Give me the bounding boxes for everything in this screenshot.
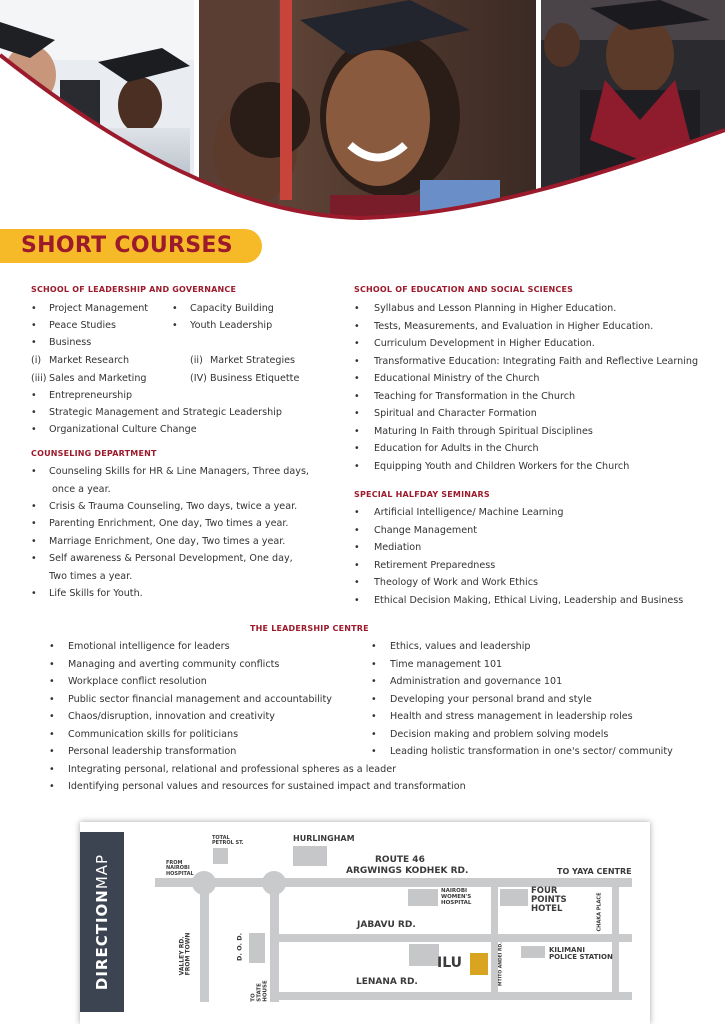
to-state-house-label: TO STATE HOUSE xyxy=(250,980,268,1002)
list-item: • xyxy=(49,728,55,740)
list-item-text: Business Etiquette xyxy=(210,373,300,384)
list-item-text: Crisis & Trauma Counseling, Two days, twice a year. xyxy=(49,501,298,512)
list-item-text: Education for Adults in the Church xyxy=(374,443,539,454)
map-title-light: MAP xyxy=(93,853,111,890)
list-item-text: Emotional intelligence for leaders xyxy=(68,641,230,652)
list-item-text: Two times a year. xyxy=(49,571,133,582)
list-item: • xyxy=(371,641,377,652)
list-item-text: Marriage Enrichment, One day, Two times a year. xyxy=(49,536,286,547)
list-item: • xyxy=(354,373,360,384)
section-heading: THE LEADERSHIP CENTRE xyxy=(250,624,369,633)
list-item-text: once a year. xyxy=(52,484,111,495)
list-item-text: Youth Leadership xyxy=(190,320,273,331)
four-points-label: FOUR POINTS HOTEL xyxy=(531,886,567,914)
total-petrol-station-building xyxy=(213,848,228,864)
list-item-text: Project Management xyxy=(49,303,149,314)
ilu-location-marker xyxy=(470,953,488,975)
list-item-text: Personal leadership transformation xyxy=(68,746,237,757)
valley-road-label: VALLEY RD. FROM TOWN xyxy=(178,932,192,976)
list-item-text: Curriculum Development in Higher Education. xyxy=(374,338,595,349)
list-item-text: Market Strategies xyxy=(210,355,296,366)
lenana-label: LENANA RD. xyxy=(356,977,418,987)
mtito-andei-road xyxy=(491,882,498,997)
list-item-text: Syllabus and Lesson Planning in Higher Education. xyxy=(374,303,617,314)
jabavu-label: JABAVU RD. xyxy=(357,920,416,930)
list-item: • xyxy=(354,338,360,349)
list-item-text: Identifying personal values and resources for sustained impact and transformation xyxy=(68,781,466,792)
kilimani-label: KILIMANI POLICE STATION xyxy=(549,946,613,962)
list-item: • xyxy=(172,320,178,331)
list-item: • xyxy=(49,711,55,722)
dod-building xyxy=(249,933,265,963)
list-item: • xyxy=(354,355,360,367)
hurlingham-label: HURLINGHAM xyxy=(293,834,355,843)
total-label: TOTAL PETROL ST. xyxy=(212,835,244,847)
mtito-andei-label: MTITO ANDEI RD. xyxy=(498,942,504,986)
list-item-text: Strategic Management and Strategic Leadership xyxy=(49,407,282,418)
list-item-text: Retirement Preparedness xyxy=(374,559,496,571)
list-item: • xyxy=(31,424,37,435)
list-item-text: Self awareness & Personal Development, One day, xyxy=(49,553,293,564)
direction-map-title xyxy=(93,854,111,990)
list-item: • xyxy=(354,408,360,419)
list-item: • xyxy=(371,676,377,687)
list-item: • xyxy=(354,559,360,571)
list-item: • xyxy=(371,711,377,722)
list-item: • xyxy=(31,320,37,331)
list-item: • xyxy=(49,781,55,792)
list-item: • xyxy=(31,518,37,529)
list-item-text: Artificial Intelligence/ Machine Learning xyxy=(374,507,564,518)
list-item-text: Theology of Work and Work Ethics xyxy=(374,577,538,588)
list-item-text: Sales and Marketing xyxy=(49,373,147,384)
section-heading: SCHOOL OF LEADERSHIP AND GOVERNANCE xyxy=(31,285,237,294)
list-item-text: Capacity Building xyxy=(190,303,274,314)
list-item: • xyxy=(354,425,360,437)
list-item: • xyxy=(371,746,377,757)
graduation-photo xyxy=(0,0,725,222)
list-item-text: Market Research xyxy=(49,355,130,366)
hurlingham-building xyxy=(293,846,327,866)
dod-label: D. O. D. xyxy=(235,932,244,962)
ilu-label: ILU xyxy=(437,955,462,971)
list-item: • xyxy=(49,641,55,652)
route-46-label: ROUTE 46 xyxy=(375,855,425,865)
list-item-text: Communication skills for politicians xyxy=(68,728,239,740)
list-item-text: Public sector financial management and accountability xyxy=(68,693,332,705)
leadership-governance-section xyxy=(31,284,236,296)
kilimani-police-building xyxy=(521,946,545,958)
map-title-bold: DIRECTION xyxy=(93,889,111,991)
list-item: • xyxy=(354,303,360,314)
list-item: • xyxy=(31,390,37,401)
list-item: • xyxy=(49,763,55,775)
to-yaya-label: TO YAYA CENTRE xyxy=(557,867,632,876)
list-item: • xyxy=(354,320,360,332)
list-item: • xyxy=(354,507,360,518)
ilu-neighbour-building xyxy=(409,944,439,966)
list-item-text: Maturing In Faith through Spiritual Disciplines xyxy=(374,425,593,437)
list-item-text: Tests, Measurements, and Evaluation in Higher Education. xyxy=(374,320,654,332)
roundabout xyxy=(192,871,216,895)
list-item: • xyxy=(354,594,360,606)
list-item: • xyxy=(371,728,377,740)
chaka-place-label: CHAKA PLACE xyxy=(596,892,603,932)
list-marker: (i) xyxy=(31,355,42,366)
list-item-text: Transformative Education: Integrating Faith and Reflective Learning xyxy=(374,355,699,367)
seminars-section xyxy=(354,489,490,501)
list-item-text: Peace Studies xyxy=(49,320,117,331)
counseling-section xyxy=(31,448,157,460)
list-item-text: Integrating personal, relational and professional spheres as a leader xyxy=(68,763,397,775)
list-item: • xyxy=(354,577,360,588)
list-item-text: Parenting Enrichment, One day, Two times a year. xyxy=(49,518,289,529)
list-item: • xyxy=(31,553,37,564)
argwings-kodhek-road xyxy=(155,878,632,887)
list-item: • xyxy=(354,390,360,402)
list-item: • xyxy=(49,676,55,687)
list-item: • xyxy=(31,407,37,418)
graduation-photo-banner xyxy=(0,0,725,222)
section-heading: SCHOOL OF EDUCATION AND SOCIAL SCIENCES xyxy=(354,285,574,294)
list-item-text: Managing and averting community conflicts xyxy=(68,658,280,670)
list-item-text: Educational Ministry of the Church xyxy=(374,373,540,384)
list-item-text: Change Management xyxy=(374,524,477,536)
list-item-text: Mediation xyxy=(374,542,422,553)
list-item-text: Spiritual and Character Formation xyxy=(374,408,537,419)
chaka-place-road xyxy=(612,882,619,997)
womens-hospital-label: NAIROBI WOMEN'S HOSPITAL xyxy=(441,888,472,906)
list-item: • xyxy=(371,693,377,705)
list-item-text: Teaching for Transformation in the Church xyxy=(374,390,576,402)
lenana-road xyxy=(275,992,632,1000)
section-heading: COUNSELING DEPARTMENT xyxy=(31,449,157,458)
list-item: • xyxy=(31,588,37,599)
womens-hospital-building xyxy=(408,889,438,906)
jabavu-road xyxy=(275,934,632,942)
list-item: • xyxy=(371,658,377,670)
list-marker: (IV) xyxy=(190,373,207,384)
list-item: • xyxy=(354,542,360,553)
list-item: • xyxy=(49,658,55,670)
list-item: • xyxy=(49,693,55,705)
list-item-text: Counseling Skills for HR & Line Managers, Three days, xyxy=(49,466,309,477)
four-points-building xyxy=(500,889,528,906)
list-item: • xyxy=(354,460,360,472)
from-nairobi-label: FROM NAIROBI HOSPITAL xyxy=(166,860,194,877)
list-item-text: Ethics, values and leadership xyxy=(390,641,531,652)
list-item: • xyxy=(354,524,360,536)
list-item-text: Equipping Youth and Children Workers for the Church xyxy=(374,460,630,472)
list-item-text: Organizational Culture Change xyxy=(49,424,197,435)
list-item-text: Time management 101 xyxy=(390,658,503,670)
list-item-text: Workplace conflict resolution xyxy=(68,676,207,687)
list-item: • xyxy=(49,746,55,757)
section-heading: SPECIAL HALFDAY SEMINARS xyxy=(354,490,490,499)
list-item-text: Business xyxy=(49,337,92,348)
argwings-label: ARGWINGS KODHEK RD. xyxy=(346,866,469,876)
leadership-centre-section xyxy=(250,623,369,635)
list-item: • xyxy=(31,337,37,348)
list-item-text: Health and stress management in leadership roles xyxy=(390,711,633,722)
valley-road xyxy=(200,882,209,1002)
list-item-text: Entrepreneurship xyxy=(49,390,133,401)
list-item: • xyxy=(31,303,37,314)
list-item-text: Leading holistic transformation in one's sector/ community xyxy=(390,746,673,757)
list-item: • xyxy=(31,536,37,547)
list-item-text: Decision making and problem solving models xyxy=(390,728,609,740)
list-item: • xyxy=(354,443,360,454)
roundabout xyxy=(262,871,286,895)
list-item: • xyxy=(172,303,178,314)
list-item-text: Administration and governance 101 xyxy=(390,676,563,687)
list-item-text: Life Skills for Youth. xyxy=(49,588,143,599)
list-item: • xyxy=(31,501,37,512)
side-road xyxy=(270,882,279,1002)
education-section xyxy=(354,284,573,296)
list-item: • xyxy=(31,466,37,477)
list-item-text: Chaos/disruption, innovation and creativity xyxy=(68,711,275,722)
list-item-text: Developing your personal brand and style xyxy=(390,693,592,705)
list-marker: (iii) xyxy=(31,373,47,384)
page-title: SHORT COURSES xyxy=(21,233,233,258)
list-item-text: Ethical Decision Making, Ethical Living, Leadership and Business xyxy=(374,594,684,606)
list-marker: (ii) xyxy=(190,355,203,366)
